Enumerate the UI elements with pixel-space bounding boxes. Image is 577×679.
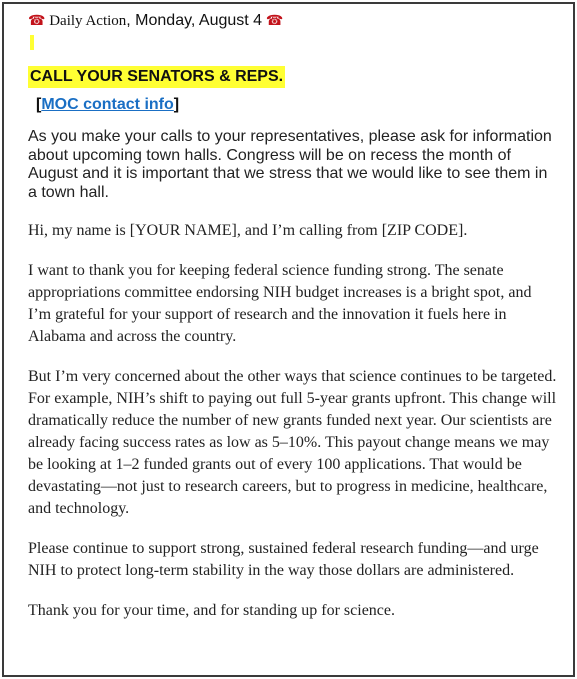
script-thanks-paragraph: I want to thank you for keeping federal science funding strong. The senate appropriations committee endorsing NIH budget increases is a bright spot, and I’m grateful for your support of research and the innovation it fuels here in Alabama and across the country.: [28, 262, 532, 345]
script-closing: Thank you for your time, and for standing up for science.: [28, 602, 396, 619]
daily-action-header: [28, 10, 558, 32]
script-greeting: Hi, my name is [YOUR NAME], and I’m calling from [ZIP CODE].: [28, 222, 468, 239]
script-concern-paragraph: But I’m very concerned about the other ways that science continues to be targeted. For example, NIH’s shift to paying out full 5-year grants upfront. This change will dramatically reduce the number of new grants funded next year. Our scientists are already facing success rates as low as 5–10%. This payout change means we may be looking at 1–2 funded grants out of every 100 applications. That would be devastating—not just to research careers, but to progress in medicine, healthcare, and technology.: [28, 368, 557, 517]
header-title-date: , Monday, August 4: [126, 12, 263, 29]
moc-contact-line: [28, 94, 558, 116]
telephone-icon: ☎: [265, 14, 284, 29]
document-frame: [2, 2, 575, 677]
document-content: [28, 10, 558, 622]
close-bracket: ]: [173, 96, 180, 113]
call-headline: CALL YOUR SENATORS & REPS.: [28, 66, 285, 88]
moc-contact-link[interactable]: MOC contact info: [41, 96, 174, 113]
text-cursor-highlight: [30, 35, 34, 50]
intro-paragraph: As you make your calls to your representatives, please ask for information about upcoming town halls. Congress will be on recess the month of August and it is important that we stress that we would like to see them in a town hall.: [28, 128, 552, 201]
header-title-prefix: Daily Action: [49, 13, 127, 29]
open-bracket: [: [36, 96, 42, 113]
telephone-icon: ☎: [28, 14, 46, 29]
script-request-paragraph: Please continue to support strong, sustained federal research funding—and urge NIH to protect long-term stability in the way those dollars are administered.: [28, 540, 539, 579]
